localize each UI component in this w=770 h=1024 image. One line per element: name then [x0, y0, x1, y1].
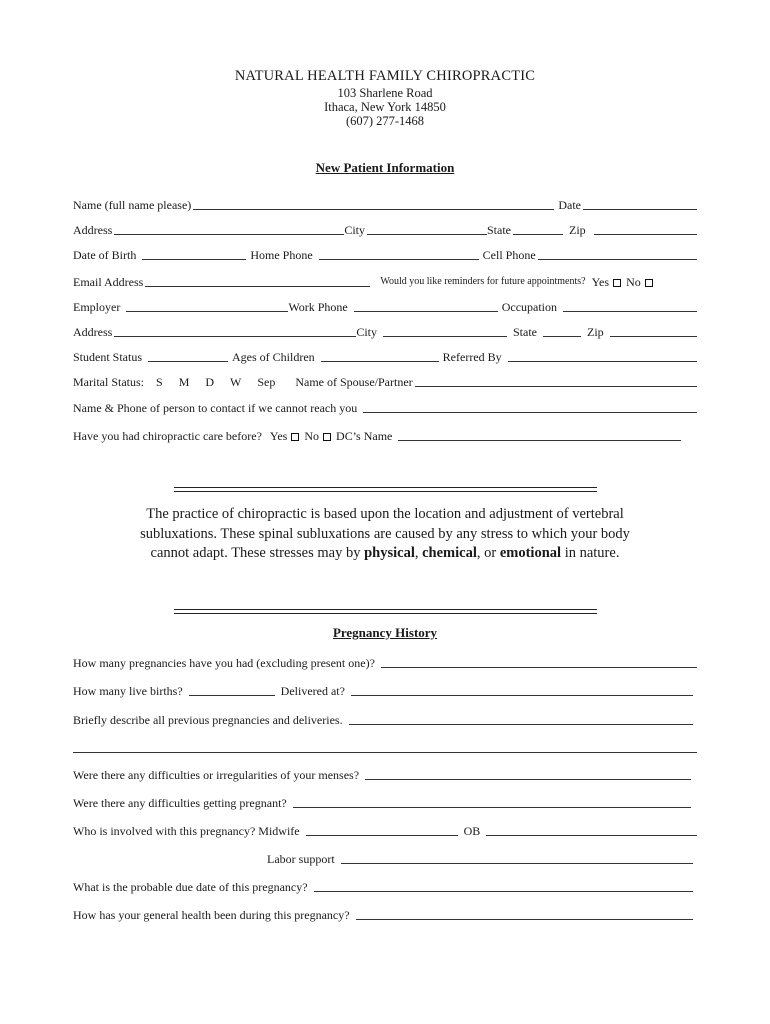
marital-option-w[interactable]: W	[230, 375, 242, 389]
new-patient-title: New Patient Information	[315, 160, 455, 175]
occupation-field[interactable]	[563, 299, 697, 312]
statement-text-2: in nature.	[561, 545, 620, 561]
employer-label: Employer	[73, 300, 121, 314]
employer-zip-label: Zip	[587, 325, 604, 339]
referred-by-field[interactable]	[508, 349, 697, 362]
employer-state-label: State	[513, 325, 537, 339]
delivered-at-field[interactable]	[351, 683, 693, 696]
live-births-field[interactable]	[189, 683, 275, 696]
live-births-label: How many live births?	[73, 684, 183, 698]
row-live-births	[73, 680, 693, 698]
row-due-date	[73, 876, 693, 894]
pregnancies-label: How many pregnancies have you had (excluding present one)?	[73, 656, 375, 670]
labor-support-field[interactable]	[341, 851, 693, 864]
statement-emotional: emotional	[499, 545, 562, 561]
employer-zip-field[interactable]	[610, 324, 697, 337]
general-health-field[interactable]	[356, 907, 693, 920]
row-name	[73, 194, 697, 212]
email-field[interactable]	[145, 274, 370, 287]
row-general-health	[73, 904, 693, 922]
work-phone-field[interactable]	[354, 299, 498, 312]
email-label: Email Address	[73, 275, 144, 289]
getting-pregnant-label: Were there any difficulties getting pregnant?	[73, 796, 287, 810]
home-phone-field[interactable]	[319, 247, 479, 260]
employer-state-field[interactable]	[543, 324, 581, 337]
row-getting-pregnant	[73, 792, 691, 810]
labor-support-label: Labor support	[267, 852, 335, 866]
employer-city-field[interactable]	[383, 324, 507, 337]
row-phones	[73, 244, 697, 262]
dob-field[interactable]	[142, 247, 246, 260]
getting-pregnant-field[interactable]	[293, 795, 691, 808]
address-field[interactable]	[114, 222, 344, 235]
city-field[interactable]	[367, 222, 487, 235]
zip-field[interactable]	[594, 222, 697, 235]
cell-phone-label: Cell Phone	[482, 248, 536, 262]
occupation-label: Occupation	[501, 300, 558, 314]
due-date-field[interactable]	[314, 879, 693, 892]
delivered-at-label: Delivered at?	[280, 684, 345, 698]
pregnancy-history-title: Pregnancy History	[332, 625, 438, 640]
practice-street: 103 Sharlene Road	[337, 86, 433, 100]
work-phone-label: Work Phone	[288, 300, 348, 314]
prior-care-yes-checkbox[interactable]	[291, 433, 299, 441]
name-label: Name (full name please)	[73, 198, 192, 212]
spouse-label: Name of Spouse/Partner	[295, 375, 413, 389]
ages-children-label: Ages of Children	[232, 350, 315, 364]
describe-pregnancies-label: Briefly describe all previous pregnancies and deliveries.	[73, 713, 343, 727]
pregnancies-field[interactable]	[381, 655, 697, 668]
midwife-field[interactable]	[306, 823, 458, 836]
statement-text-1: The practice of chiropractic is based upon the location and adjustment of vertebral subluxations. These spinal subluxations are caused by any stress to which your body cannot adapt. These stresses may by	[140, 506, 630, 561]
marital-status-label: Marital Status:	[73, 375, 144, 389]
employer-city-label: City	[356, 325, 377, 339]
emergency-contact-label: Name & Phone of person to contact if we cannot reach you	[73, 401, 358, 415]
row-email	[73, 271, 697, 289]
double-divider-top	[174, 487, 597, 492]
describe-pregnancies-line-2[interactable]	[73, 752, 697, 753]
dc-name-label: DC’s Name	[336, 429, 393, 443]
row-prior-care	[73, 425, 681, 443]
row-pregnancies	[73, 652, 697, 670]
marital-option-d[interactable]: D	[205, 375, 215, 389]
row-emergency	[73, 397, 697, 415]
dc-name-field[interactable]	[398, 428, 681, 441]
prior-care-no-checkbox[interactable]	[323, 433, 331, 441]
midwife-label: Who is involved with this pregnancy? Midwife	[73, 824, 300, 838]
ob-field[interactable]	[486, 823, 697, 836]
dob-label: Date of Birth	[73, 248, 137, 262]
due-date-label: What is the probable due date of this pregnancy?	[73, 880, 308, 894]
date-field[interactable]	[583, 197, 697, 210]
employer-address-field[interactable]	[114, 324, 356, 337]
prior-care-label: Have you had chiropractic care before?	[73, 429, 262, 443]
practice-city: Ithaca, New York 14850	[324, 100, 446, 114]
referred-by-label: Referred By	[442, 350, 502, 364]
ob-label: OB	[463, 824, 481, 838]
row-menses	[73, 764, 691, 782]
date-label: Date	[558, 198, 581, 212]
practice-name: NATURAL HEALTH FAMILY CHIROPRACTIC	[234, 68, 536, 84]
statement-physical: physical	[364, 545, 415, 561]
zip-label: Zip	[569, 223, 586, 237]
row-employer-address	[73, 321, 697, 339]
menses-label: Were there any difficulties or irregularities of your menses?	[73, 768, 360, 782]
spouse-field[interactable]	[415, 374, 697, 387]
describe-pregnancies-field[interactable]	[349, 712, 693, 725]
statement-sep-1: ,	[414, 545, 423, 561]
row-address	[73, 219, 697, 237]
employer-address-label: Address	[73, 325, 113, 339]
reminders-yes-label: Yes	[591, 275, 610, 289]
prior-care-no-label: No	[304, 429, 320, 443]
row-employer	[73, 296, 697, 314]
student-status-field[interactable]	[148, 349, 228, 362]
row-involved	[73, 820, 697, 838]
prior-care-yes-label: Yes	[269, 429, 288, 443]
menses-field[interactable]	[365, 767, 691, 780]
reminders-no-checkbox[interactable]	[645, 279, 653, 287]
state-label: State	[487, 223, 511, 237]
cell-phone-field[interactable]	[538, 247, 697, 260]
double-divider-bottom	[174, 609, 597, 614]
marital-option-m[interactable]: M	[178, 375, 190, 389]
chiropractic-statement	[120, 505, 650, 564]
statement-sep-2: , or	[476, 545, 500, 561]
reminders-no-label: No	[626, 275, 641, 289]
practice-phone: (607) 277-1468	[345, 114, 425, 128]
home-phone-label: Home Phone	[250, 248, 313, 262]
reminders-yes-checkbox[interactable]	[613, 279, 621, 287]
row-describe	[73, 709, 693, 727]
marital-option-sep[interactable]: Sep	[257, 375, 276, 389]
state-field[interactable]	[513, 222, 563, 235]
ages-children-field[interactable]	[321, 349, 439, 362]
city-label: City	[344, 223, 365, 237]
general-health-label: How has your general health been during this pregnancy?	[73, 908, 350, 922]
reminders-label: Would you like reminders for future appointments?	[380, 276, 586, 287]
row-labor-support	[267, 848, 693, 866]
address-label: Address	[73, 223, 113, 237]
name-field[interactable]	[193, 197, 554, 210]
statement-chemical: chemical	[422, 545, 477, 561]
employer-field[interactable]	[126, 299, 288, 312]
student-status-label: Student Status	[73, 350, 143, 364]
row-marital	[73, 371, 697, 389]
emergency-contact-field[interactable]	[363, 400, 697, 413]
marital-option-s[interactable]: S	[156, 375, 163, 389]
row-student	[73, 346, 697, 364]
